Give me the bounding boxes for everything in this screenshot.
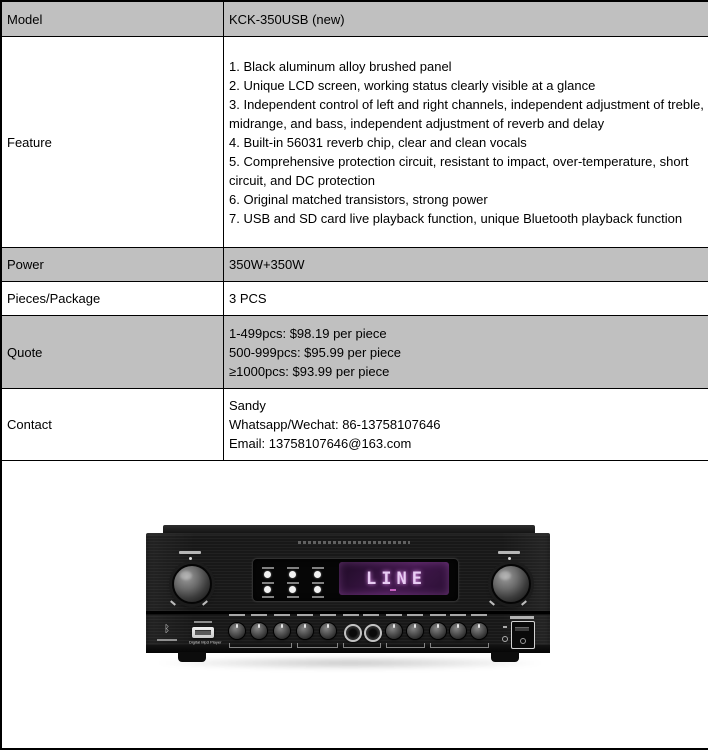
power-switch-label [510, 616, 534, 619]
right-knob-marker [508, 557, 511, 560]
button-label [262, 582, 274, 584]
feature-line: 1. Black aluminum alloy brushed panel [229, 57, 708, 76]
knob-label [274, 614, 290, 616]
tone-knob [297, 623, 313, 639]
feature-line: 2. Unique LCD screen, working status clearly visible at a glance [229, 76, 708, 95]
jack-label [363, 614, 379, 616]
button-label [312, 582, 324, 584]
table-row [1, 37, 708, 248]
brand-marking [298, 541, 410, 544]
button-label [312, 596, 324, 598]
amp-foot-left [178, 652, 206, 662]
knob-label [407, 614, 423, 616]
knob-label [386, 614, 402, 616]
quote-tier: ≥1000pcs: $93.99 per piece [229, 362, 708, 381]
tone-knob [450, 623, 466, 639]
bluetooth-label [157, 639, 177, 641]
model-value: KCK-350USB (new) [224, 1, 708, 37]
power-on-mark [503, 626, 507, 628]
button-label [287, 567, 299, 569]
usb-player-label: Digital Mp3 Player [189, 640, 221, 645]
row-label-power: Power [1, 248, 224, 282]
right-knob-label [498, 551, 520, 554]
feature-value [224, 37, 708, 248]
row-label-quote: Quote [1, 316, 224, 389]
quote-tier: 500-999pcs: $95.99 per piece [229, 343, 708, 362]
lcd-indicator [390, 589, 396, 591]
bluetooth-icon: ᛒ [161, 624, 173, 636]
knob-label [320, 614, 336, 616]
mic-jack [344, 624, 362, 642]
mic-jack [364, 624, 382, 642]
quote-value [224, 316, 708, 389]
control-group-bracket [386, 643, 425, 648]
tone-knob [430, 623, 446, 639]
table-row [1, 316, 708, 389]
row-label-model: Model [1, 1, 224, 37]
tone-knob [407, 623, 423, 639]
button-label [287, 596, 299, 598]
usb-label-top [194, 621, 212, 623]
table-row [1, 248, 708, 282]
power-switch [511, 621, 535, 649]
knob-label [229, 614, 245, 616]
contact-whatsapp: Whatsapp/Wechat: 86-13758107646 [229, 415, 708, 434]
button-label [312, 567, 324, 569]
control-group-bracket [297, 643, 338, 648]
contact-email: Email: 13758107646@163.com [229, 434, 708, 453]
contact-value [224, 389, 708, 461]
panel-button [264, 571, 271, 578]
product-photo [1, 461, 708, 750]
left-volume-knob [172, 564, 212, 604]
tone-knob [229, 623, 245, 639]
control-group-bracket [343, 643, 381, 648]
amp-drop-shadow [152, 656, 548, 670]
control-group-bracket [430, 643, 489, 648]
feature-line: 6. Original matched transistors, strong power [229, 190, 708, 209]
table-row [1, 282, 708, 316]
button-label [262, 596, 274, 598]
tone-knob [386, 623, 402, 639]
table-row [1, 389, 708, 461]
feature-line: 5. Comprehensive protection circuit, resistant to impact, over-temperature, short circuit, and DC protection [229, 152, 708, 190]
knob-label [450, 614, 466, 616]
control-group-bracket [229, 643, 292, 648]
contact-name: Sandy [229, 396, 708, 415]
power-off-mark [502, 636, 508, 642]
tone-knob [274, 623, 290, 639]
tone-knob [471, 623, 487, 639]
feature-line: 4. Built-in 56031 reverb chip, clear and clean vocals [229, 133, 708, 152]
row-label-contact: Contact [1, 389, 224, 461]
table-row [1, 1, 708, 37]
usb-port-slot [195, 630, 211, 635]
pieces-package-value: 3 PCS [224, 282, 708, 316]
row-label-pieces-package: Pieces/Package [1, 282, 224, 316]
knob-label [251, 614, 267, 616]
right-volume-knob [491, 564, 531, 604]
knob-label [430, 614, 446, 616]
button-label [287, 582, 299, 584]
table-row [1, 461, 708, 750]
tone-knob [251, 623, 267, 639]
amp-foot-right [491, 652, 519, 662]
panel-button [314, 571, 321, 578]
power-value: 350W+350W [224, 248, 708, 282]
tone-knob [320, 623, 336, 639]
feature-line: 7. USB and SD card live playback function, unique Bluetooth playback function [229, 209, 708, 228]
panel-button [264, 586, 271, 593]
panel-button [289, 571, 296, 578]
lcd-text: LINE [361, 569, 427, 589]
knob-label [297, 614, 313, 616]
quote-tier: 1-499pcs: $98.19 per piece [229, 324, 708, 343]
row-label-feature: Feature [1, 37, 224, 248]
left-knob-marker [189, 557, 192, 560]
power-switch-slot [515, 627, 529, 631]
panel-button [289, 586, 296, 593]
button-label [262, 567, 274, 569]
jack-label [343, 614, 359, 616]
left-knob-label [179, 551, 201, 554]
power-switch-dot [520, 638, 526, 644]
feature-line: 3. Independent control of left and right channels, independent adjustment of treble, midrange, and bass, independent adjustment of reverb and delay [229, 95, 708, 133]
panel-button [314, 586, 321, 593]
knob-label [471, 614, 487, 616]
